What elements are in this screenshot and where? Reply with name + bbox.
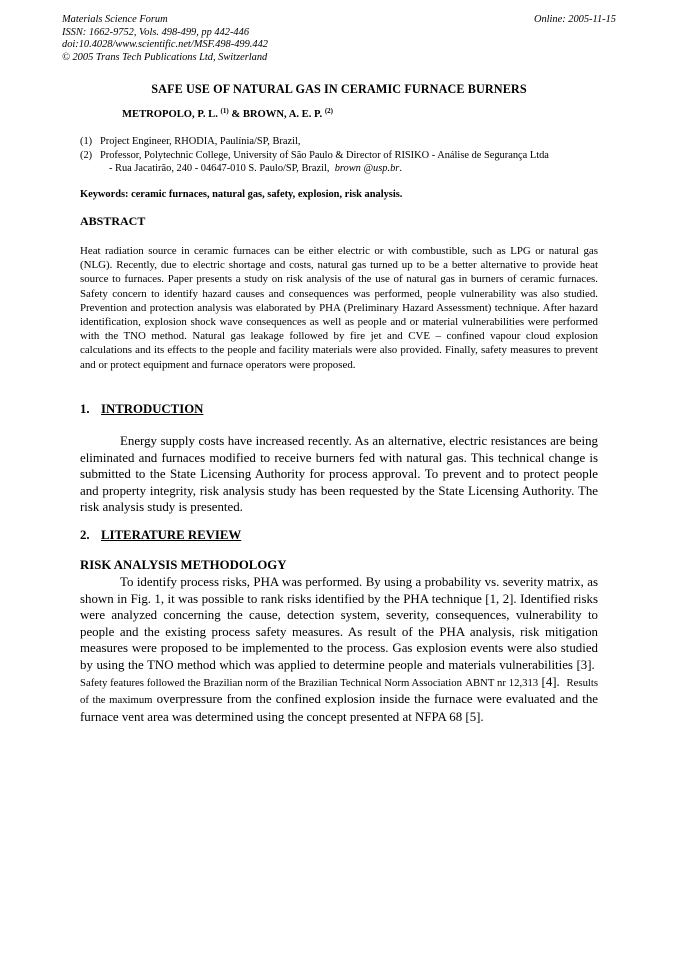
keywords: Keywords: ceramic furnaces, natural gas, safety, explosion, risk analysis. [80,189,403,200]
affiliations [80,135,600,176]
risk-text-ref: [4]. [541,674,560,689]
risk-text-c: overpressure from the confined explosion inside the furnace were evaluated and the furnace vent area was determined using the concept presented at NFPA 68 [5]. [80,692,598,724]
abstract-body: Heat radiation source in ceramic furnaces can be either electric or with combustible, such as LPG or natural gas (NLG). Recently, due to electric shortage and costs, natural gas turned up to be a better alternative to provide heat source to furnaces. Paper presents a study on risk analysis of the use of natural gas in burners of ceramic furnaces. Safety concern to identify hazard causes and consequences was performed, people vulnerability was also studied. Prevention and protection analysis was elaborated by PHA (Preliminary Hazard Assessment) technique. After hazard identification, explosion shock wave consequences as well as people and or material vulnerabilities were performed with the TNO method. Natural gas leakage followed by fire jet and CVE – confined vapour cloud explosion calculations and its effects to the people and facility materials were also provided. Finally, safety measures to prevent and or protect equipment and furnace operators were proposed. [80,245,598,371]
authors [122,107,333,120]
author-email: brown @usp.br [334,163,400,175]
section-heading-literature [80,528,241,543]
affiliation-1 [80,135,600,149]
section-title: INTRODUCTION [101,402,204,416]
journal-name: Materials Science Forum [62,14,168,25]
risk-text-abnt: ABNT nr 12,313 [465,676,539,689]
risk-methodology-body [80,574,598,725]
subsection-heading: RISK ANALYSIS METHODOLOGY [80,558,287,572]
author-1-mark: (1) [220,107,229,115]
author-2: & BROWN, A. E. P. [231,109,323,120]
affiliation-text [100,149,600,176]
copyright-line: © 2005 Trans Tech Publications Ltd, Switzerland [62,51,268,63]
affiliation-number: (1) [80,136,93,147]
abstract-heading: ABSTRACT [80,214,146,228]
risk-text-results: Results of the maximum [80,676,599,707]
affiliation-line: Professor, Polytechnic College, University of São Paulo & Director of RISIKO - Análise de Segurança Ltda [100,149,549,161]
affiliation-text: Project Engineer, RHODIA, Paulínia/SP, Brazil, [100,136,301,147]
affiliation-2 [80,149,600,176]
section-number: 2. [80,528,90,542]
section-title: LITERATURE REVIEW [101,528,242,542]
address-text: - Rua Jacatirão, 240 - 04647-010 S. Paulo/SP, Brazil, [109,163,330,175]
issn-line: ISSN: 1662-9752, Vols. 498-499, pp 442-446 [62,26,250,38]
journal-header [62,14,268,64]
paper-title: SAFE USE OF NATURAL GAS IN CERAMIC FURNACE BURNERS [151,82,527,96]
introduction-body: Energy supply costs have increased recently. As an alternative, electric resistances are being eliminated and furnaces modified to receive burners fed with natural gas. This technical change is submitted to the State Licensing Authority for process approval. To prevent and to protect people and property integrity, risk analysis study has been requested by the State Licensing Authority. The risk analysis study is presented. [80,434,598,515]
section-number: 1. [80,402,90,416]
doi-line: doi:10.4028/www.scientific.net/MSF.498-499.442 [62,39,268,51]
online-date: Online: 2005-11-15 [533,14,616,25]
author-1: METROPOLO, P. L. [122,109,218,120]
author-2-mark: (2) [324,107,334,115]
section-heading-introduction [80,402,203,417]
affiliation-address [100,162,600,176]
affiliation-number: (2) [80,149,93,161]
address-end: . [399,163,402,175]
risk-text-norm: Safety features followed the Brazilian norm of the Brazilian Technical Norm Association [80,676,462,689]
risk-text-a: To identify process risks, PHA was performed. By using a probability vs. severity matrix, as shown in Fig. 1, it was possible to rank risks identified by the PHA technique [1, 2]. Identified risks were analyzed concerning the cause, detection system, severity, consequences, vulnerability to people and the existing process safety measures. As result of the PHA analysis, risk mitigation measures were proposed to be implemented to the process. Gas explosion events were also studied by using the TNO method which was applied to determine people and materials vulnerabilities [3]. [80,575,598,672]
